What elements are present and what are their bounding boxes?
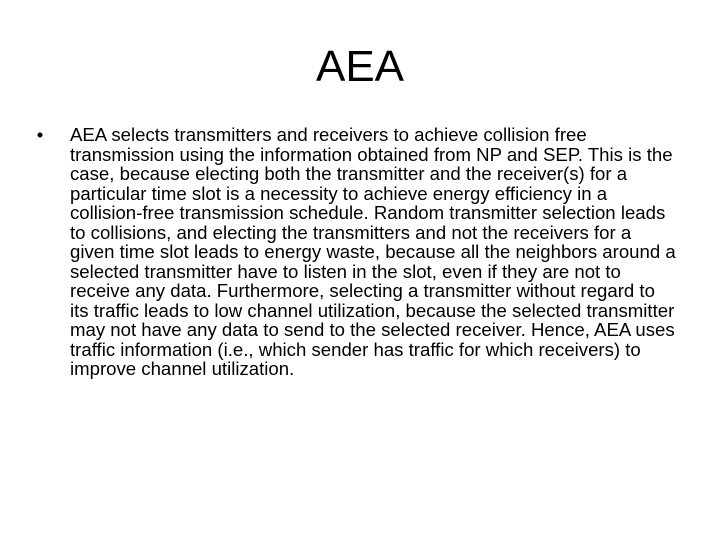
slide-title: AEA (315, 42, 405, 91)
bullet-item (30, 125, 690, 379)
bullet-text: AEA selects transmitters and receivers to achieve collision free transmission using the information obtained from NP and SEP. This is the case, because electing both the transmitter and the receiver(s) for a particular time slot is a necessity to achieve energy efficiency in a collision-free transmission schedule. Random transmitter selection leads to collisions, and electing the transmitters and not the receivers for a given time slot leads to energy waste, because all the neighbors around a selected transmitter have to listen in the slot, even if they are not to receive any data. Furthermore, selecting a transmitter without regard to its traffic leads to low channel utilization, because the selected transmitter may not have any data to send to the selected receiver. Hence, AEA uses traffic information (i.e., which sender has traffic for which receivers) to improve channel utilization. (70, 124, 676, 379)
bullet-marker: • (36, 124, 44, 145)
bullet-list (30, 125, 690, 379)
